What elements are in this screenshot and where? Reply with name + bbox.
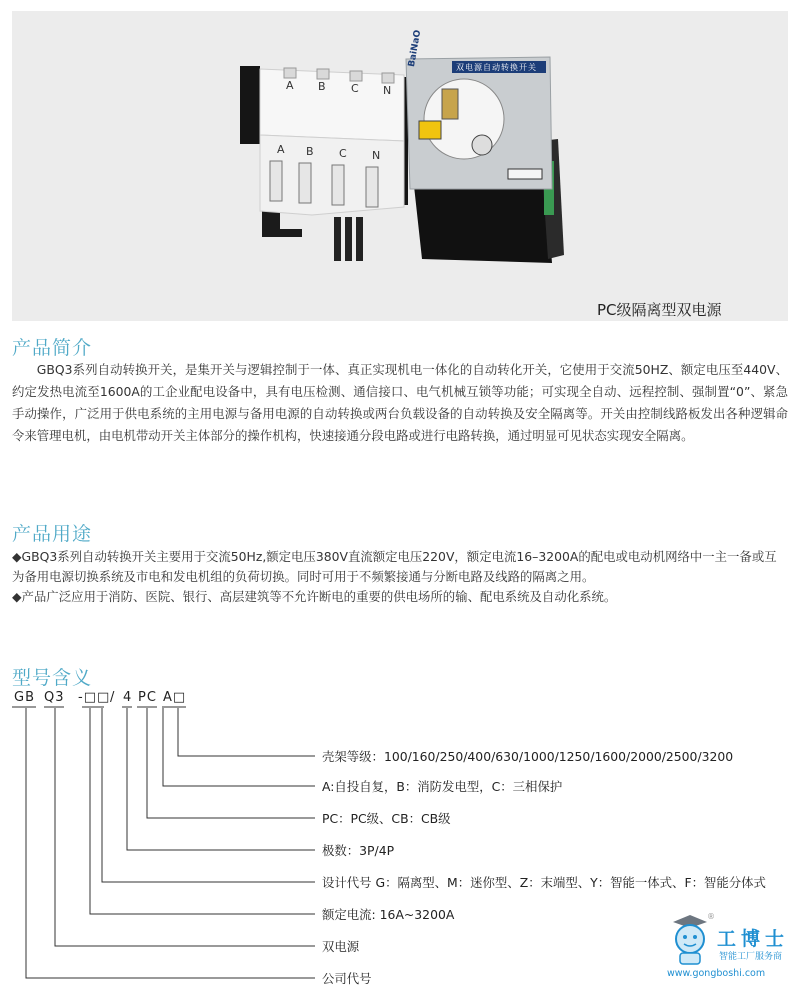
- switch-illustration: [12, 11, 788, 321]
- watermark-subtitle: 智能工厂服务商: [719, 952, 783, 962]
- code-segment-slash: /: [110, 690, 116, 705]
- product-image-panel: [12, 11, 788, 321]
- legend-company-code: 公司代号: [322, 971, 372, 986]
- pole-label-bottom-n: N: [372, 149, 381, 162]
- section-title-usage: 产品用途: [12, 523, 93, 545]
- legend-type: A:自投自复，B：消防发电型，C：三相保护: [322, 779, 563, 794]
- section-title-intro: 产品简介: [12, 337, 93, 359]
- code-segment-type-frame: A□: [163, 690, 187, 705]
- pole-label-bottom-c: C: [339, 147, 347, 160]
- pole-label-top-b: B: [318, 80, 326, 93]
- pole-label-top-c: C: [351, 82, 359, 95]
- pole-label-bottom-b: B: [306, 145, 314, 158]
- pole-label-top-n: N: [383, 84, 392, 97]
- code-segment-company: GB: [14, 690, 35, 705]
- legend-design-code: 设计代号 G：隔离型、M：迷你型、Z：末端型、Y：智能一体式、F：智能分体式: [322, 875, 766, 890]
- watermark-logo: [665, 912, 795, 980]
- registered-mark: ®: [707, 912, 715, 921]
- legend-poles: 极数：3P/4P: [322, 843, 395, 858]
- pole-label-bottom-a: A: [277, 143, 285, 156]
- intro-paragraph: GBQ3系列自动转换开关，是集开关与逻辑控制于一体、真正实现机电一体化的自动转化开关，它使用于交流50HZ、额定电压至440V、约定发热电流至1600A的工企业配电设备中，具有电压检测、通信接口、电气机械互锁等功能；可实现全自动、远程控制、强制置“0”、紧急手动操作，广泛用于供电系统的主用电源与备用电源的自动转换或两台负载设备的自动转换及安全隔离等。开关由控制线路板发出各种逻辑命令来管理电机，由电机带动开关主体部分的操作机构，快速接通分段电路或进行电路转换，通过明显可见状态实现安全隔离。: [12, 362, 788, 443]
- pole-label-top-a: A: [286, 79, 294, 92]
- code-segment-current-design: -□□: [78, 690, 111, 705]
- legend-rated-current: 额定电流: 16A~3200A: [322, 907, 455, 922]
- section-title-model: 型号含义: [12, 667, 93, 689]
- usage-list: [12, 547, 788, 607]
- legend-class: PC：PC级、CB：CB级: [322, 811, 451, 826]
- code-segment-dual: Q3: [44, 690, 65, 705]
- usage-item: ◆GBQ3系列自动转换开关主要用于交流50Hz,额定电压380V直流额定电压220V，额定电流16–3200A的配电或电动机网络中一主一备或互为备用电源切换系统及市电和发电机组的负荷切换。同时可用于不频繁接通与分断电路及线路的隔离之用。: [12, 549, 777, 584]
- watermark-name: 工博士: [717, 928, 790, 950]
- brand-label: BaiNaO: [407, 29, 424, 68]
- legend-frame-grade: 壳架等级：100/160/250/400/630/1000/1250/1600/2000/2500/3200: [322, 749, 734, 764]
- usage-item: ◆产品广泛应用于消防、医院、银行、高层建筑等不允许断电的重要的供电场所的输、配电系统及自动化系统。: [12, 589, 617, 604]
- watermark-url: www.gongboshi.com: [667, 968, 766, 979]
- code-segment-poles: 4: [123, 690, 133, 705]
- product-caption: PC级隔离型双电源: [597, 301, 722, 319]
- legend-dual-power: 双电源: [322, 939, 360, 954]
- code-segment-class: PC: [138, 690, 157, 705]
- panel-title-label: 双电源自动转换开关: [456, 63, 537, 72]
